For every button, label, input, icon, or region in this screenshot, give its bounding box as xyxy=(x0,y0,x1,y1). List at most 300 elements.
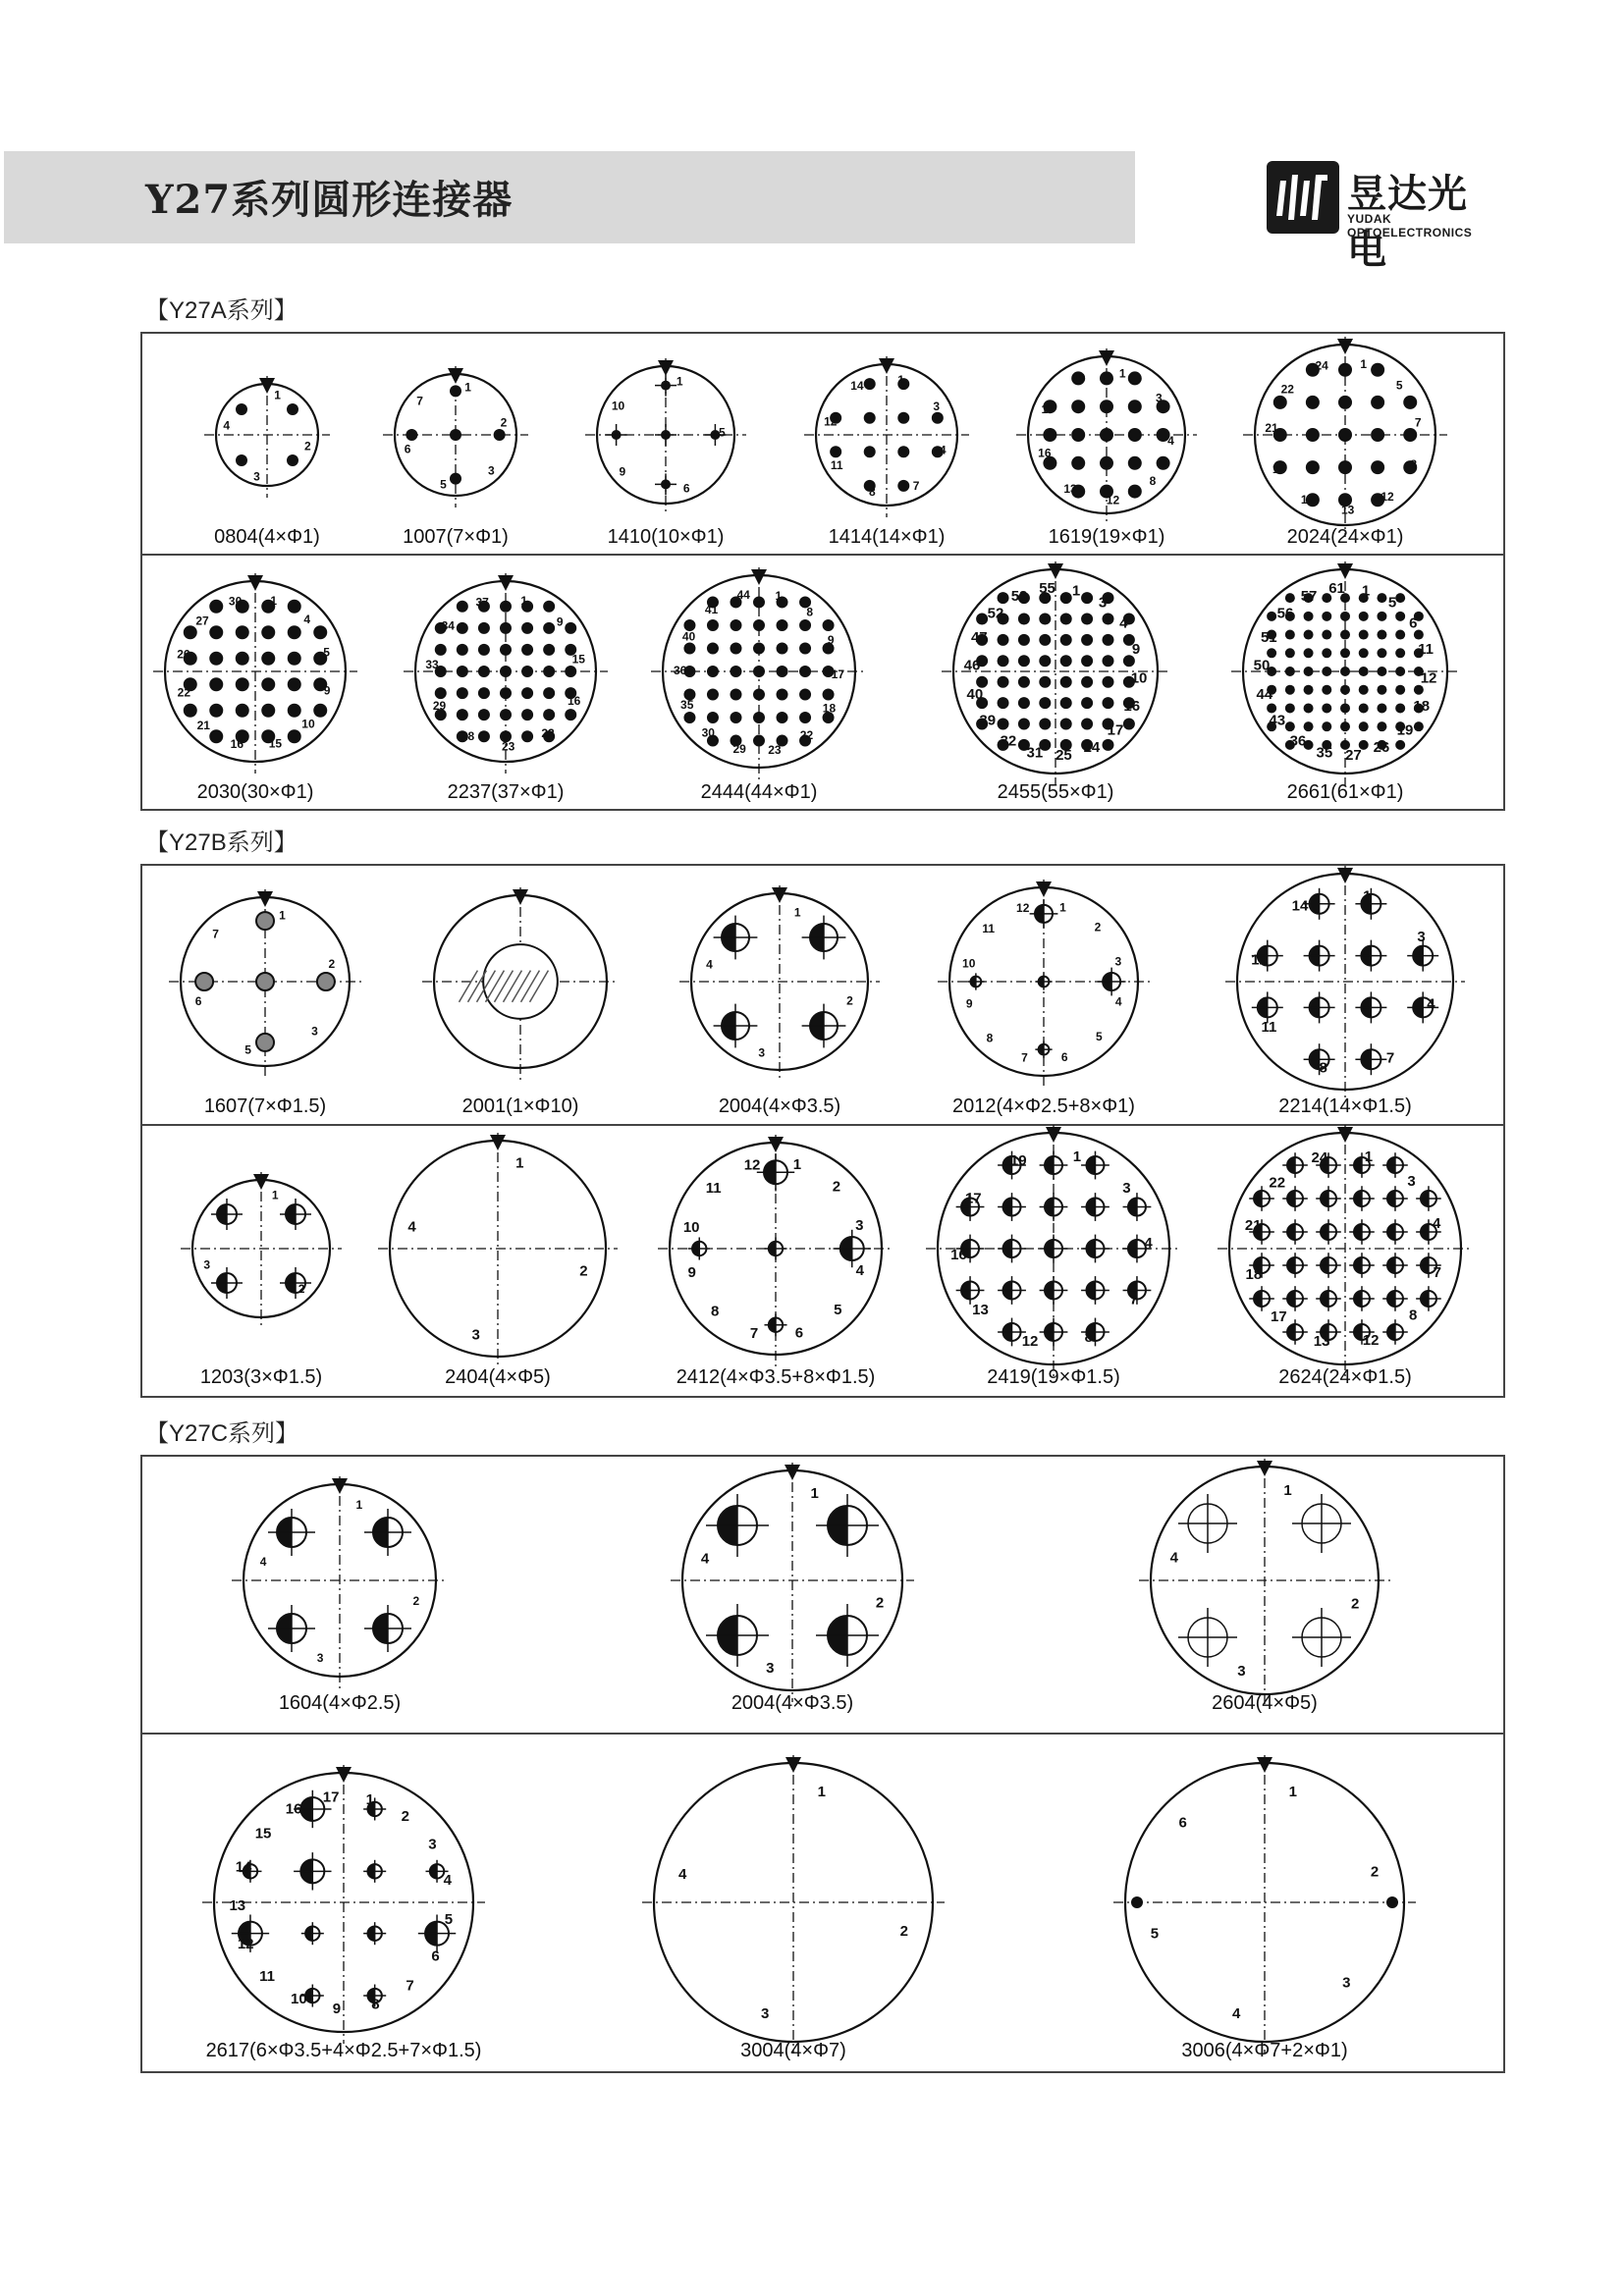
pin-contact xyxy=(1039,676,1051,688)
company-logo xyxy=(1267,157,1502,272)
pin-contact xyxy=(998,655,1009,667)
connector-face-drawing xyxy=(804,352,969,517)
pin-number-label: 7 xyxy=(212,927,219,941)
pin-contact xyxy=(1060,614,1072,625)
pin-contact xyxy=(521,666,533,677)
pin-number-label: 18 xyxy=(1245,1266,1263,1284)
pin-contact xyxy=(1306,396,1320,409)
connector-label: 3006(4×Φ7+2×Φ1) xyxy=(1181,2040,1348,2061)
pin-contact xyxy=(1322,630,1331,640)
pin-contact xyxy=(1102,634,1113,646)
pin-number-label: 16 xyxy=(1123,698,1141,716)
pin-number-label: 4 xyxy=(939,443,947,457)
logo-mark-icon xyxy=(1267,161,1339,234)
pin-number-label: 4 xyxy=(303,613,311,627)
pin-number-label: 3 xyxy=(253,469,260,484)
pin-contact xyxy=(543,709,555,721)
connector-c4 xyxy=(202,1761,485,2061)
pin-number-label: 15 xyxy=(571,652,585,667)
connector-c3 xyxy=(1139,1455,1390,1714)
pin-contact xyxy=(288,600,301,614)
pin-number-label: 4 xyxy=(678,1866,687,1884)
connector-b1 xyxy=(169,885,361,1117)
pin-contact xyxy=(1359,721,1369,731)
pin-contact xyxy=(521,687,533,699)
pin-number-label: 50 xyxy=(1253,657,1271,674)
pin-contact xyxy=(236,652,249,666)
pin-number-label: 19 xyxy=(1396,721,1414,739)
pin-contact xyxy=(1377,630,1386,640)
pin-contact xyxy=(1071,400,1085,413)
connector-b9 xyxy=(926,1121,1181,1388)
connector-a7 xyxy=(153,569,357,803)
pin-number-label: 18 xyxy=(822,701,837,716)
pin-contact xyxy=(1322,667,1331,676)
connector-label: 2001(1×Φ10) xyxy=(461,1095,579,1117)
connector-label: 2444(44×Φ1) xyxy=(700,781,818,803)
pin-number-label: 14 xyxy=(1291,897,1309,915)
pin-contact xyxy=(1359,685,1369,695)
pin-contact xyxy=(753,596,765,608)
connector-b7 xyxy=(378,1129,618,1388)
pin-number-label: 8 xyxy=(710,1303,720,1320)
connector-b5 xyxy=(1225,862,1465,1117)
connector-face-drawing xyxy=(153,569,357,774)
pin-number-label: 3 xyxy=(855,1217,864,1235)
pin-number-label: 57 xyxy=(1300,588,1318,606)
pin-contact xyxy=(287,454,298,466)
pin-contact xyxy=(1128,456,1142,470)
pin-contact xyxy=(478,709,490,721)
pin-number-label: 2 xyxy=(1370,1863,1380,1881)
connector-label: 2214(14×Φ1.5) xyxy=(1278,1095,1412,1117)
pin-contact xyxy=(1039,634,1051,646)
pin-contact xyxy=(707,689,719,701)
pin-contact xyxy=(998,592,1009,604)
pin-contact xyxy=(753,735,765,747)
pin-number-label: 35 xyxy=(1316,744,1333,762)
pin-number-label: 2 xyxy=(1094,920,1102,934)
pin-contact xyxy=(897,412,909,424)
pin-number-label: 40 xyxy=(681,629,696,644)
pin-number-label: 1 xyxy=(1059,900,1066,915)
pin-contact xyxy=(1359,703,1369,713)
pin-number-label: 1 xyxy=(793,905,801,920)
pin-number-label: 17 xyxy=(1107,721,1124,739)
connector-face-drawing xyxy=(1016,345,1197,525)
pin-number-label: 10 xyxy=(611,399,625,413)
pin-contact xyxy=(1081,614,1093,625)
series-c-divider xyxy=(140,1733,1505,1735)
pin-number-label: 1 xyxy=(897,372,904,387)
connector-c2 xyxy=(671,1459,914,1714)
pin-contact xyxy=(478,687,490,699)
pin-number-label: 22 xyxy=(799,728,814,743)
pin-contact xyxy=(1081,655,1093,667)
pin-contact xyxy=(184,704,197,718)
pin-number-label: 3 xyxy=(1407,1172,1416,1190)
pin-contact xyxy=(236,454,247,466)
pin-number-label: 12 xyxy=(743,1156,761,1174)
pin-number-label: 3 xyxy=(761,2004,770,2022)
pin-contact xyxy=(288,625,301,639)
connector-face-drawing xyxy=(1243,333,1447,537)
pin-contact xyxy=(209,729,223,743)
pin-contact xyxy=(823,619,835,631)
pin-number-label: 12 xyxy=(1380,489,1394,504)
pin-contact xyxy=(1340,721,1350,731)
pin-number-label: 2 xyxy=(401,1807,410,1825)
pin-contact xyxy=(1322,721,1331,731)
connector-face-drawing xyxy=(1139,1455,1390,1706)
pin-number-label: 13 xyxy=(972,1301,989,1318)
pin-number-label: 22 xyxy=(1269,1174,1286,1192)
connector-face-drawing xyxy=(642,1751,945,2054)
pin-number-label: 10 xyxy=(1130,669,1148,687)
pin-number-label: 2 xyxy=(832,1178,841,1196)
pin-number-label: 9 xyxy=(556,614,564,629)
pin-number-label: 27 xyxy=(195,614,209,628)
pin-contact xyxy=(1304,648,1314,658)
pin-number-label: 23 xyxy=(768,742,782,757)
pin-contact xyxy=(543,601,555,613)
pin-contact xyxy=(1340,685,1350,695)
pin-contact xyxy=(435,687,447,699)
pin-number-label: 7 xyxy=(912,478,920,493)
pin-number-label: 3 xyxy=(311,1024,318,1039)
pin-number-label: 17 xyxy=(1271,1308,1287,1326)
pin-number-label: 14 xyxy=(850,379,864,394)
connector-label: 1604(4×Φ2.5) xyxy=(278,1692,402,1714)
connector-face-drawing xyxy=(679,881,880,1082)
pin-number-label: 1 xyxy=(270,593,278,608)
connector-face-drawing xyxy=(383,362,528,507)
pin-contact xyxy=(1395,703,1405,713)
pin-number-label: 28 xyxy=(460,728,475,743)
pin-number-label: 8 xyxy=(986,1031,994,1045)
pin-number-label: 13 xyxy=(1313,1332,1330,1350)
connector-a8 xyxy=(404,569,608,803)
pin-contact xyxy=(1060,697,1072,709)
connector-label: 0804(4×Φ1) xyxy=(214,526,320,548)
pin-contact xyxy=(998,634,1009,646)
pin-number-label: 1 xyxy=(1361,582,1371,600)
pin-contact xyxy=(753,689,765,701)
pin-contact xyxy=(317,973,335,990)
pin-number-label: 10 xyxy=(291,1991,307,2008)
pin-contact xyxy=(1395,648,1405,658)
pin-number-label: 24 xyxy=(1311,1148,1328,1166)
pin-contact xyxy=(543,687,555,699)
pin-number-label: 7 xyxy=(1129,1291,1138,1308)
pin-contact xyxy=(1322,648,1331,658)
connector-face-drawing xyxy=(926,1121,1181,1376)
connector-face-drawing xyxy=(938,876,1150,1088)
pin-number-label: 8 xyxy=(1319,1059,1327,1077)
pin-contact xyxy=(1371,363,1384,377)
pin-number-label: 3 xyxy=(471,1326,480,1344)
pin-contact xyxy=(1285,703,1295,713)
connector-label: 2024(24×Φ1) xyxy=(1286,526,1404,548)
pin-contact xyxy=(799,619,811,631)
pin-contact xyxy=(830,446,841,457)
pin-contact xyxy=(1060,718,1072,729)
pin-contact xyxy=(1131,1896,1143,1908)
pin-contact xyxy=(1403,396,1417,409)
pin-contact xyxy=(450,429,461,441)
pin-number-label: 9 xyxy=(619,464,626,479)
pin-number-label: 27 xyxy=(1345,746,1362,764)
pin-contact xyxy=(1338,363,1352,377)
pin-contact xyxy=(799,712,811,723)
pin-contact xyxy=(1060,634,1072,646)
pin-contact xyxy=(261,677,275,691)
pin-contact xyxy=(799,666,811,677)
pin-number-label: 40 xyxy=(966,686,984,704)
connector-b3 xyxy=(679,881,880,1117)
pin-number-label: 3 xyxy=(428,1836,437,1853)
pin-number-label: 1 xyxy=(1118,366,1126,381)
pin-contact xyxy=(1322,612,1331,621)
pin-number-label: 1 xyxy=(676,374,683,389)
pin-contact xyxy=(500,601,512,613)
pin-number-label: 8 xyxy=(1409,1307,1418,1324)
pin-number-label: 3 xyxy=(758,1045,766,1060)
connector-label: 2661(61×Φ1) xyxy=(1286,781,1404,803)
connector-face-drawing xyxy=(204,372,330,498)
connector-face-drawing xyxy=(1113,1751,1416,2054)
pin-contact xyxy=(730,619,741,631)
pin-number-label: 6 xyxy=(1178,1814,1187,1832)
pin-number-label: 46 xyxy=(963,657,981,674)
pin-number-label: 1 xyxy=(1364,1148,1374,1166)
pin-number-label: 13 xyxy=(1063,482,1077,497)
pin-number-label: 1 xyxy=(792,1156,802,1174)
pin-number-label: 23 xyxy=(502,739,515,754)
pin-contact xyxy=(864,378,876,390)
pin-contact xyxy=(1304,685,1314,695)
pin-number-label: 3 xyxy=(488,463,495,478)
pin-contact xyxy=(1340,667,1350,676)
connector-face-drawing xyxy=(232,1472,448,1688)
pin-number-label: 1 xyxy=(1071,582,1081,600)
pin-contact xyxy=(1359,648,1369,658)
pin-contact xyxy=(256,973,274,990)
pin-number-label: 43 xyxy=(1269,712,1286,729)
pin-number-label: 4 xyxy=(1427,995,1435,1013)
pin-contact xyxy=(1018,634,1030,646)
connector-label: 1619(19×Φ1) xyxy=(1048,526,1165,548)
pin-contact xyxy=(1285,721,1295,731)
pin-number-label: 26 xyxy=(1373,738,1390,756)
pin-contact xyxy=(1039,655,1051,667)
pin-contact xyxy=(521,644,533,656)
pin-contact xyxy=(457,622,468,634)
pin-number-label: 53 xyxy=(1010,588,1028,606)
pin-contact xyxy=(777,619,788,631)
pin-contact xyxy=(288,729,301,743)
connector-b10 xyxy=(1218,1121,1473,1388)
pin-number-label: 56 xyxy=(1276,605,1294,622)
pin-contact xyxy=(450,385,461,397)
pin-number-label: 31 xyxy=(1026,744,1044,762)
pin-number-label: 6 xyxy=(794,1324,804,1342)
pin-contact xyxy=(1100,428,1113,442)
pin-number-label: 17 xyxy=(964,1190,982,1207)
pin-number-label: 1 xyxy=(1363,887,1372,905)
connector-label: 2237(37×Φ1) xyxy=(447,781,565,803)
pin-contact xyxy=(1377,685,1386,695)
pin-contact xyxy=(478,730,490,742)
pin-number-label: 3 xyxy=(1342,1974,1351,1992)
pin-contact xyxy=(707,619,719,631)
pin-number-label: 2 xyxy=(412,1593,420,1608)
pin-number-label: 22 xyxy=(541,725,555,740)
pin-contact xyxy=(261,704,275,718)
connector-label: 2004(4×Φ3.5) xyxy=(731,1692,854,1714)
pin-number-label: 2 xyxy=(579,1262,588,1280)
connector-label: 2404(4×Φ5) xyxy=(445,1366,551,1388)
connector-label: 2012(4×Φ2.5+8×Φ1) xyxy=(952,1095,1135,1117)
logo-english-name: YUDAK OPTOELECTRONICS xyxy=(1347,212,1473,240)
pin-contact xyxy=(1273,396,1287,409)
connector-face-drawing xyxy=(1231,558,1459,785)
pin-contact xyxy=(256,1034,274,1051)
pin-contact xyxy=(1100,400,1113,413)
pin-number-label: 2 xyxy=(1350,1595,1360,1613)
pin-contact xyxy=(753,712,765,723)
pin-contact xyxy=(1071,428,1085,442)
pin-number-label: 5 xyxy=(1387,594,1397,612)
pin-contact xyxy=(1102,697,1113,709)
pin-contact xyxy=(1100,371,1113,385)
pin-number-label: 8 xyxy=(1410,456,1418,471)
pin-number-label: 3 xyxy=(1237,1663,1246,1681)
pin-number-label: 13 xyxy=(229,1896,246,1914)
pin-number-label: 4 xyxy=(223,418,231,433)
pin-number-label: 12 xyxy=(1016,901,1030,916)
pin-number-label: 1 xyxy=(817,1784,826,1801)
pin-contact xyxy=(1285,593,1295,603)
pin-number-label: 4 xyxy=(1114,994,1122,1009)
pin-number-label: 16 xyxy=(230,737,244,752)
pin-contact xyxy=(1359,612,1369,621)
pin-number-label: 16 xyxy=(285,1800,302,1818)
pin-contact xyxy=(753,642,765,654)
pin-number-label: 21 xyxy=(1265,420,1278,435)
pin-number-label: 8 xyxy=(1149,473,1157,488)
pin-number-label: 1 xyxy=(515,1154,524,1172)
pin-contact xyxy=(1060,592,1072,604)
pin-contact xyxy=(1386,1896,1398,1908)
pin-number-label: 44 xyxy=(1256,686,1273,704)
pin-number-label: 1 xyxy=(1360,356,1368,371)
pin-number-label: 2 xyxy=(298,1282,305,1297)
connector-face-drawing xyxy=(1225,862,1465,1101)
pin-contact xyxy=(1285,648,1295,658)
pin-contact xyxy=(543,666,555,677)
pin-number-label: 4 xyxy=(1169,1549,1179,1567)
pin-number-label: 7 xyxy=(1414,415,1422,430)
pin-number-label: 4 xyxy=(1167,433,1174,448)
pin-number-label: 5 xyxy=(718,425,726,440)
pin-contact xyxy=(1102,739,1113,751)
connector-a5 xyxy=(1016,345,1197,548)
pin-number-label: 4 xyxy=(443,1872,452,1890)
connector-label: 2455(55×Φ1) xyxy=(997,781,1114,803)
pin-number-label: 3 xyxy=(1155,391,1163,405)
pin-number-label: 1 xyxy=(775,589,783,604)
pin-number-label: 4 xyxy=(1144,1234,1153,1252)
pin-number-label: 16 xyxy=(1038,446,1052,460)
pin-contact xyxy=(1340,648,1350,658)
pin-contact xyxy=(1306,428,1320,442)
pin-contact xyxy=(1128,485,1142,499)
pin-contact xyxy=(897,480,909,492)
pin-contact xyxy=(313,704,327,718)
pin-number-label: 7 xyxy=(406,1977,414,1995)
pin-number-label: 3 xyxy=(1098,594,1108,612)
pin-number-label: 1 xyxy=(810,1485,819,1503)
pin-number-label: 2 xyxy=(875,1594,885,1612)
pin-number-label: 1 xyxy=(274,388,281,402)
pin-number-label: 12 xyxy=(237,1935,254,1952)
pin-number-label: 6 xyxy=(1409,614,1418,632)
pin-contact xyxy=(1340,630,1350,640)
pin-number-label: 4 xyxy=(706,957,713,972)
pin-contact xyxy=(1371,460,1384,474)
pin-contact xyxy=(209,677,223,691)
pin-number-label: 5 xyxy=(440,477,447,492)
pin-contact xyxy=(184,625,197,639)
pin-number-label: 12 xyxy=(1420,669,1437,687)
pin-number-label: 15 xyxy=(254,1825,272,1842)
pin-number-label: 9 xyxy=(687,1263,696,1281)
pin-contact xyxy=(1395,612,1405,621)
pin-number-label: 1 xyxy=(1283,1481,1292,1499)
pin-contact xyxy=(1128,400,1142,413)
connector-a2 xyxy=(383,362,528,548)
connector-label: 2604(4×Φ5) xyxy=(1212,1692,1318,1714)
pin-number-label: 8 xyxy=(371,1996,380,2013)
pin-number-label: 4 xyxy=(1119,614,1128,632)
pin-contact xyxy=(261,652,275,666)
pin-contact xyxy=(1123,718,1135,729)
pin-number-label: 5 xyxy=(1395,378,1403,393)
pin-contact xyxy=(1081,718,1093,729)
pin-number-label: 6 xyxy=(431,1948,440,1965)
pin-contact xyxy=(1338,428,1352,442)
pin-number-label: 32 xyxy=(1000,732,1017,750)
pin-number-label: 10 xyxy=(962,956,976,971)
pin-number-label: 22 xyxy=(1280,382,1294,397)
pin-number-label: 36 xyxy=(673,663,687,677)
series-c-heading: 【Y27C系列】 xyxy=(145,1420,299,1447)
connector-face-drawing xyxy=(404,569,608,774)
pin-number-label: 35 xyxy=(680,698,694,713)
pin-number-label: 2 xyxy=(899,1922,908,1940)
pin-number-label: 3 xyxy=(766,1659,775,1677)
pin-contact xyxy=(1157,456,1170,470)
pin-contact xyxy=(435,644,447,656)
pin-number-label: 4 xyxy=(407,1218,416,1236)
pin-number-label: 11 xyxy=(259,1968,275,1986)
pin-number-label: 2 xyxy=(328,956,336,971)
pin-number-label: 1 xyxy=(1072,1148,1082,1166)
pin-number-label: 11 xyxy=(1261,1019,1277,1037)
pin-number-label: 11 xyxy=(1418,640,1435,658)
pin-contact xyxy=(1377,667,1386,676)
